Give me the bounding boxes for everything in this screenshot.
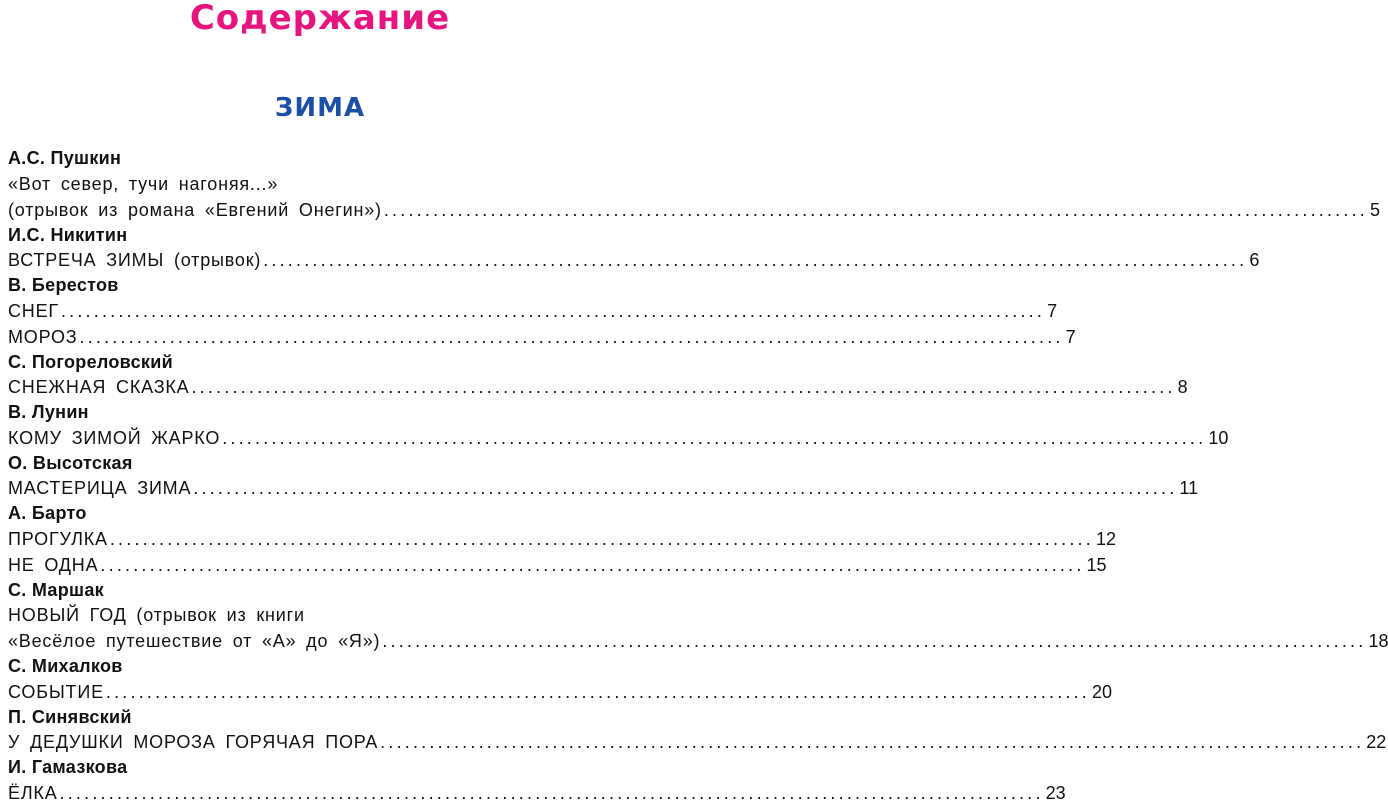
toc-entry[interactable] bbox=[8, 324, 1076, 350]
entry-title: СОБЫТИЕ bbox=[8, 681, 104, 702]
entry-title: У ДЕДУШКИ МОРОЗА ГОРЯЧАЯ ПОРА bbox=[8, 732, 379, 752]
page-number: 8 bbox=[1177, 377, 1188, 397]
entry-title: НЕ ОДНА bbox=[8, 554, 99, 575]
page-number: 23 bbox=[1045, 782, 1066, 803]
page-number: 20 bbox=[1092, 681, 1113, 702]
dot-leader: ........................................................................................................................ bbox=[79, 326, 1064, 347]
dot-leader: ........................................................................................................................ bbox=[263, 250, 1248, 270]
dot-leader: ........................................................................................................................ bbox=[105, 681, 1091, 702]
dot-leader: ........................................................................................................................ bbox=[382, 631, 1367, 651]
author-name: С. Погореловский bbox=[8, 351, 173, 372]
toc-entry[interactable] bbox=[8, 197, 1380, 223]
author-name: В. Лунин bbox=[8, 402, 89, 422]
dot-leader: ........................................................................................................................ bbox=[380, 732, 1365, 752]
page-number: 22 bbox=[1366, 732, 1387, 752]
toc-entry[interactable] bbox=[8, 780, 1066, 806]
entry-title: (отрывок из романа «Евгений Онегин») bbox=[8, 199, 382, 220]
toc-entry[interactable] bbox=[8, 247, 1260, 273]
author-name: А.С. Пушкин bbox=[8, 148, 122, 168]
dot-leader: ........................................................................................................................ bbox=[109, 528, 1094, 549]
toc-entry[interactable] bbox=[8, 679, 1113, 705]
dot-leader: ........................................................................................................................ bbox=[222, 427, 1207, 448]
page-number: 7 bbox=[1065, 326, 1076, 347]
section-title: ЗИМА bbox=[274, 93, 366, 123]
page-number: 15 bbox=[1086, 554, 1107, 575]
entry-title: ВСТРЕЧА ЗИМЫ (отрывок) bbox=[8, 250, 262, 270]
dot-leader: ........................................................................................................................ bbox=[383, 199, 1368, 220]
page-title: Содержание bbox=[189, 0, 451, 38]
entry-title: МОРОЗ bbox=[8, 326, 78, 347]
author-name: И.С. Никитин bbox=[8, 224, 128, 245]
entry-title: СНЕЖНАЯ СКАЗКА bbox=[8, 377, 190, 397]
author-name: И. Гамазкова bbox=[8, 757, 128, 777]
entry-line: «Вот север, тучи нагоняя...» bbox=[8, 173, 279, 194]
author-name: В. Берестов bbox=[8, 275, 119, 295]
page-number: 5 bbox=[1369, 199, 1380, 220]
dot-leader: ........................................................................................................................ bbox=[59, 782, 1044, 803]
entry-title: ПРОГУЛКА bbox=[8, 528, 108, 549]
entry-title: МАСТЕРИЦА ЗИМА bbox=[8, 478, 192, 498]
entry-title: «Весёлое путешествие от «А» до «Я») bbox=[8, 631, 381, 651]
toc-entry[interactable] bbox=[8, 298, 1058, 324]
entry-title: КОМУ ЗИМОЙ ЖАРКО bbox=[8, 427, 221, 448]
author-name: С. Михалков bbox=[8, 656, 123, 676]
dot-leader: ........................................................................................................................ bbox=[100, 554, 1085, 575]
toc-entry[interactable] bbox=[8, 475, 1199, 501]
page-number: 12 bbox=[1095, 528, 1116, 549]
table-of-contents bbox=[8, 146, 1388, 806]
toc-entry[interactable] bbox=[8, 425, 1229, 451]
toc-entry[interactable] bbox=[8, 552, 1107, 578]
entry-title: ЁЛКА bbox=[8, 782, 58, 803]
entry-title: СНЕГ bbox=[8, 300, 59, 321]
author-name: С. Маршак bbox=[8, 579, 104, 600]
page-number: 6 bbox=[1249, 250, 1260, 270]
dot-leader: ........................................................................................................................ bbox=[60, 300, 1046, 321]
entry-line: НОВЫЙ ГОД (отрывок из книги bbox=[8, 605, 305, 625]
author-name: О. Высотская bbox=[8, 452, 133, 473]
toc-entry[interactable] bbox=[8, 729, 1387, 755]
dot-leader: ........................................................................................................................ bbox=[191, 377, 1176, 397]
author-name: П. Синявский bbox=[8, 706, 132, 727]
page-number: 7 bbox=[1047, 300, 1058, 321]
author-name: А. Барто bbox=[8, 503, 87, 523]
page-number: 11 bbox=[1179, 478, 1199, 498]
toc-entry[interactable] bbox=[8, 374, 1188, 400]
dot-leader: ........................................................................................................................ bbox=[193, 478, 1178, 498]
toc-entry[interactable] bbox=[8, 526, 1116, 552]
toc-entry[interactable] bbox=[8, 628, 1388, 654]
page-number: 18 bbox=[1368, 631, 1388, 651]
page-number: 10 bbox=[1208, 427, 1229, 448]
